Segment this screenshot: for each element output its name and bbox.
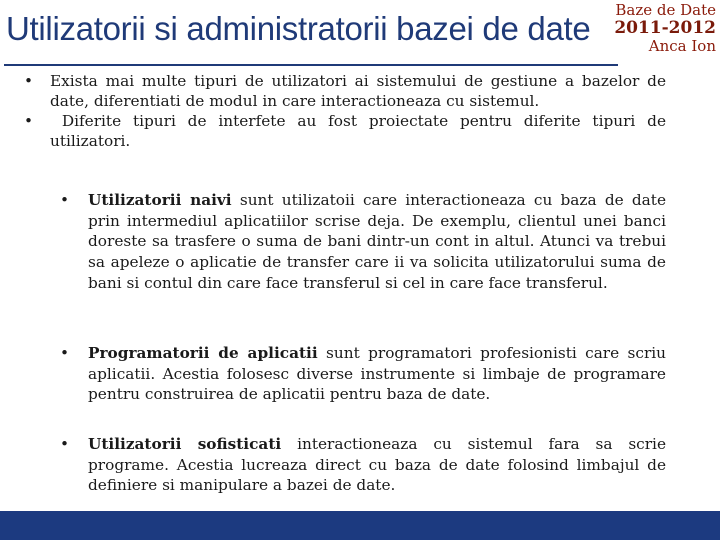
- sub-bullet-term: Programatorii de aplicatii: [88, 344, 318, 362]
- sub-bullet-naive-users: [60, 190, 666, 294]
- bullet-dot: •: [60, 435, 70, 453]
- sub-bullet-item: [60, 190, 666, 294]
- bullet-dot: •: [60, 191, 70, 209]
- sub-bullet-text: sunt utilizatoii care interactioneaza cu baza de date prin intermediul aplicatiilor scrise deja. De exemplu, clientul unei banci doreste sa trasfere o suma de bani dintr-un cont in altul. Atunci va trebui sa apeleze o aplicatie de transfer care ii va solicita utilizatorului suma de bani si contul din care face transferul si cel in care face transferul.: [88, 191, 666, 292]
- bullet-text: Diferite tipuri de interfete au fost proiectate pentru diferite tipuri de utilizatori.: [50, 112, 666, 150]
- bullet-dot: •: [60, 344, 70, 362]
- course-name: Baze de Date: [615, 1, 716, 19]
- bullet-item: [24, 111, 666, 151]
- bullet-item: [24, 71, 666, 111]
- footer-bar: [0, 511, 720, 540]
- sub-bullet-text: sunt programatori profesionisti care scriu aplicatii. Acestia folosesc diverse instrumente si limbaje de programare pentru construirea de aplicatii pentru baza de date.: [88, 344, 666, 404]
- slide-title: Utilizatorii si administratorii bazei de date: [6, 10, 591, 47]
- slide-header-info: [614, 2, 716, 55]
- academic-year: 2011-2012: [614, 17, 716, 38]
- sub-bullet-item: [60, 434, 666, 496]
- main-bullet-list: [24, 71, 666, 151]
- bullet-dot: •: [24, 112, 34, 130]
- author-name: Anca Ion: [648, 36, 716, 55]
- sub-bullet-term: Utilizatorii naivi: [88, 191, 232, 209]
- bullet-text: Exista mai multe tipuri de utilizatori ai sistemului de gestiune a bazelor de date, diferentiati de modul in care interactioneaza cu sistemul.: [50, 72, 666, 110]
- sub-bullet-app-programmers: [60, 343, 666, 405]
- sub-bullet-text: interactioneaza cu sistemul fara sa scrie programe. Acestia lucreaza direct cu baza de date folosind limbajul de definiere si manipulare a bazei de date.: [88, 435, 667, 495]
- bullet-dot: •: [24, 72, 34, 90]
- title-underline: [4, 64, 618, 66]
- sub-bullet-sophisticated-users: [60, 434, 666, 496]
- sub-bullet-item: [60, 343, 666, 405]
- sub-bullet-term: Utilizatorii sofisticati: [88, 435, 282, 453]
